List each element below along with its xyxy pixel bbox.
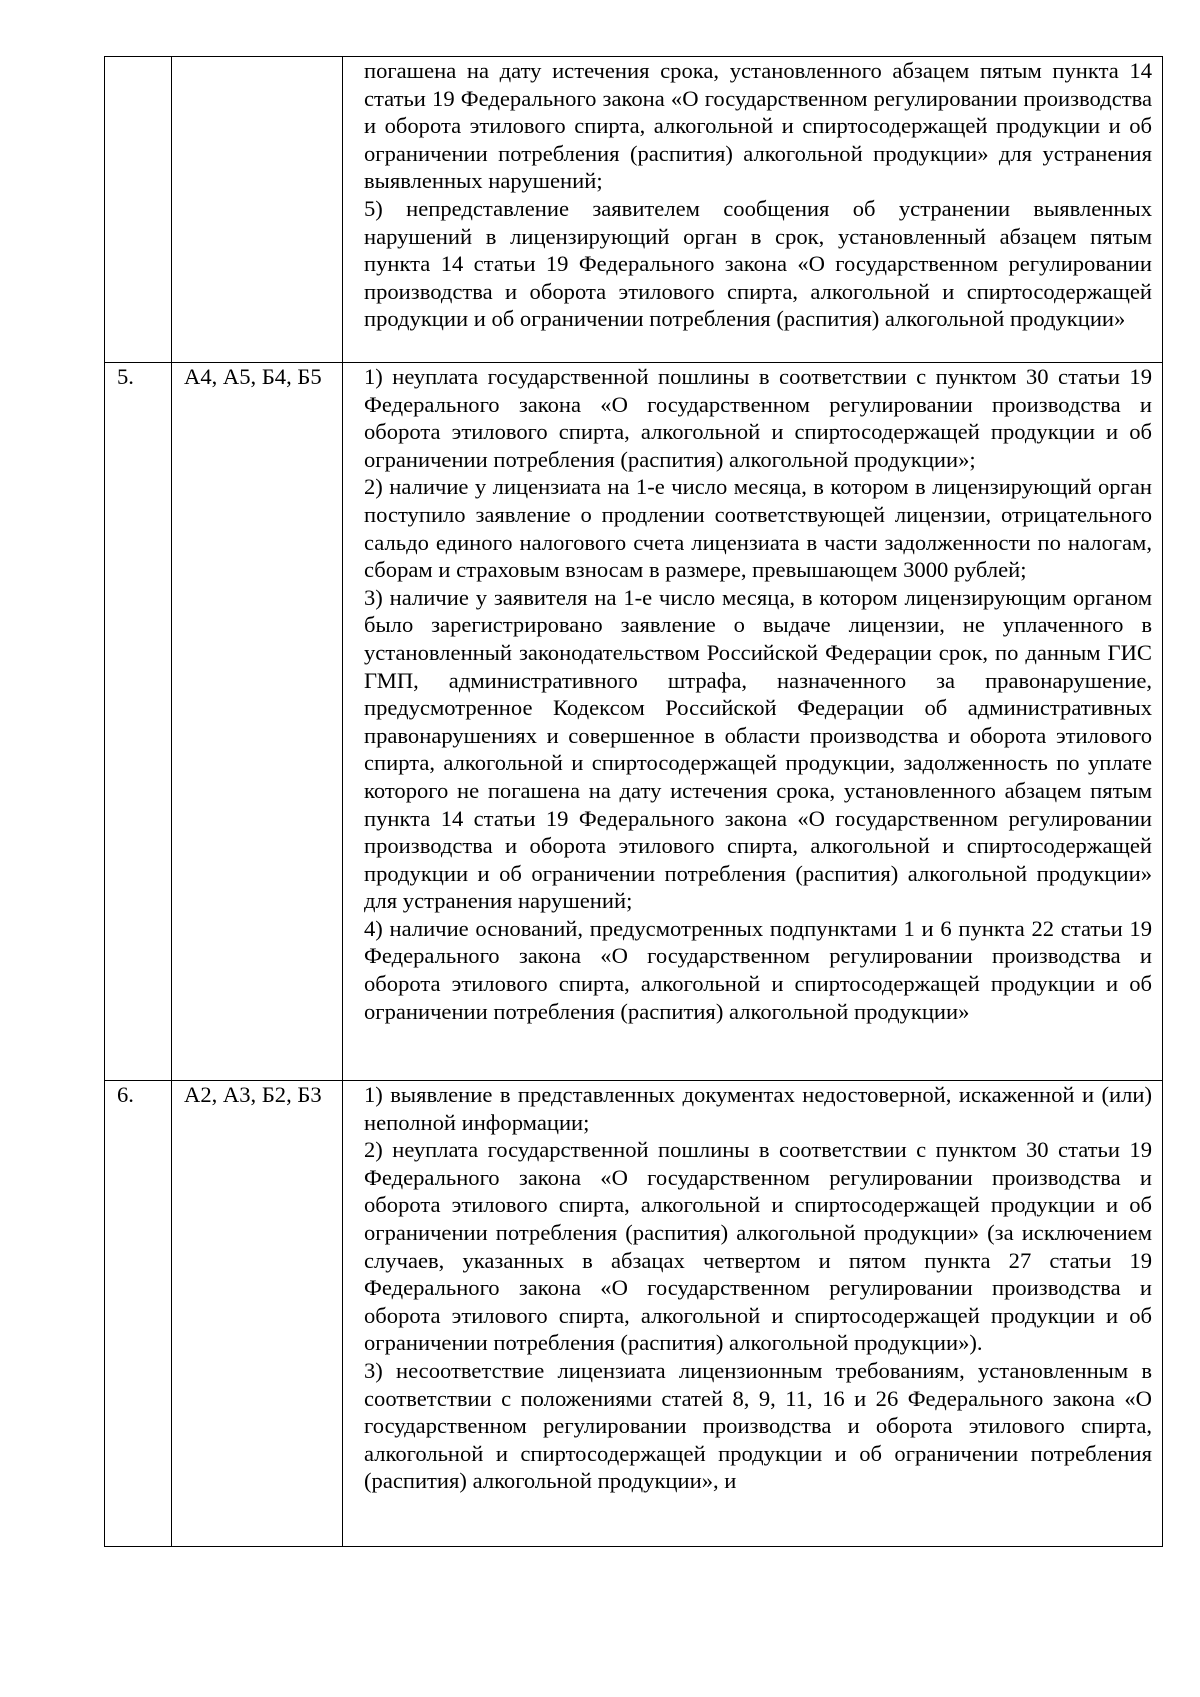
text-paragraph: 2) наличие у лицензиата на 1-е число месяца, в котором в лицензирующий орган поступило заявление о продлении соответствующей лицензии, отрицательного сальдо единого налогового счета лицензиата в части задолженности по налогам, сборам и страховым взносам в размере, превышающем 3000 рублей; <box>364 474 1152 583</box>
text-paragraph: погашена на дату истечения срока, установленного абзацем пятым пункта 14 статьи 19 Федерального закона «О государственном регулировании производства и оборота этилового спирта, алкогольной и спиртосодержащей продукции и об ограничении потребления (распития) алкогольной продукции» для устранения выявленных нарушений; <box>364 58 1152 194</box>
row-text-cell <box>343 1081 1163 1547</box>
table-row <box>105 363 1163 1081</box>
table-row <box>105 1081 1163 1547</box>
row-codes-cell: А2, А3, Б2, Б3 <box>172 1081 343 1547</box>
text-paragraph: 3) наличие у заявителя на 1-е число месяца, в котором лицензирующим органом было зарегистрировано заявление о выдаче лицензии, не уплаченного в установленный законодательством Российской Федерации срок, по данным ГИС ГМП, административного штрафа, назначенного за правонарушение, предусмотренное Кодексом Российской Федерации об административных правонарушениях и совершенное в области производства и оборота этилового спирта, алкогольной и спиртосодержащей продукции, задолженность по уплате которого не погашена на дату истечения срока, установленного абзацем пятым пункта 14 статьи 19 Федерального закона «О государственном регулировании производства и оборота этилового спирта, алкогольной и спиртосодержащей продукции и об ограничении потребления (распития) алкогольной продукции» для устранения нарушений; <box>364 584 1152 914</box>
row-number-cell <box>105 57 172 363</box>
text-paragraph: 4) наличие оснований, предусмотренных подпунктами 1 и 6 пункта 22 статьи 19 Федерального закона «О государственном регулировании производства и оборота этилового спирта, алкогольной и спиртосодержащей продукции и об ограничении потребления (распития) алкогольной продукции» <box>364 915 1152 1024</box>
row-codes-cell: А4, А5, Б4, Б5 <box>172 363 343 1081</box>
text-paragraph: 2) неуплата государственной пошлины в соответствии с пунктом 30 статьи 19 Федерального закона «О государственном регулировании производства и оборота этилового спирта, алкогольной и спиртосодержащей продукции и об ограничении потребления (распития) алкогольной продукции» (за исключением случаев, указанных в абзацах четвертом и пятом пункта 27 статьи 19 Федерального закона «О государственном регулировании производства и оборота этилового спирта, алкогольной и спиртосодержащей продукции и об ограничении потребления (распития) алкогольной продукции»). <box>364 1137 1152 1356</box>
row-number-cell: 6. <box>105 1081 172 1547</box>
row-number-cell: 5. <box>105 363 172 1081</box>
text-paragraph: 1) неуплата государственной пошлины в соответствии с пунктом 30 статьи 19 Федерального закона «О государственном регулировании производства и оборота этилового спирта, алкогольной и спиртосодержащей продукции и об ограничении потребления (распития) алкогольной продукции»; <box>364 364 1152 472</box>
text-paragraph: 1) выявление в представленных документах недостоверной, искаженной и (или) неполной информации; <box>364 1082 1152 1135</box>
row-text-cell <box>343 363 1163 1081</box>
text-paragraph: 3) несоответствие лицензиата лицензионным требованиям, установленным в соответствии с положениями статей 8, 9, 11, 16 и 26 Федерального закона «О государственном регулировании производства и оборота этилового спирта, алкогольной и спиртосодержащей продукции и об ограничении потребления (распития) алкогольной продукции», и <box>364 1357 1152 1494</box>
table-row <box>105 57 1163 363</box>
text-paragraph: 5) непредставление заявителем сообщения об устранении выявленных нарушений в лицензирующий орган в срок, установленный абзацем пятым пункта 14 статьи 19 Федерального закона «О государственном регулировании производства и оборота этилового спирта, алкогольной и спиртосодержащей продукции и об ограничении потребления (распития) алкогольной продукции» <box>364 195 1152 332</box>
row-text-cell <box>343 57 1163 363</box>
row-codes-cell <box>172 57 343 363</box>
licensing-grounds-table <box>104 56 1163 1547</box>
